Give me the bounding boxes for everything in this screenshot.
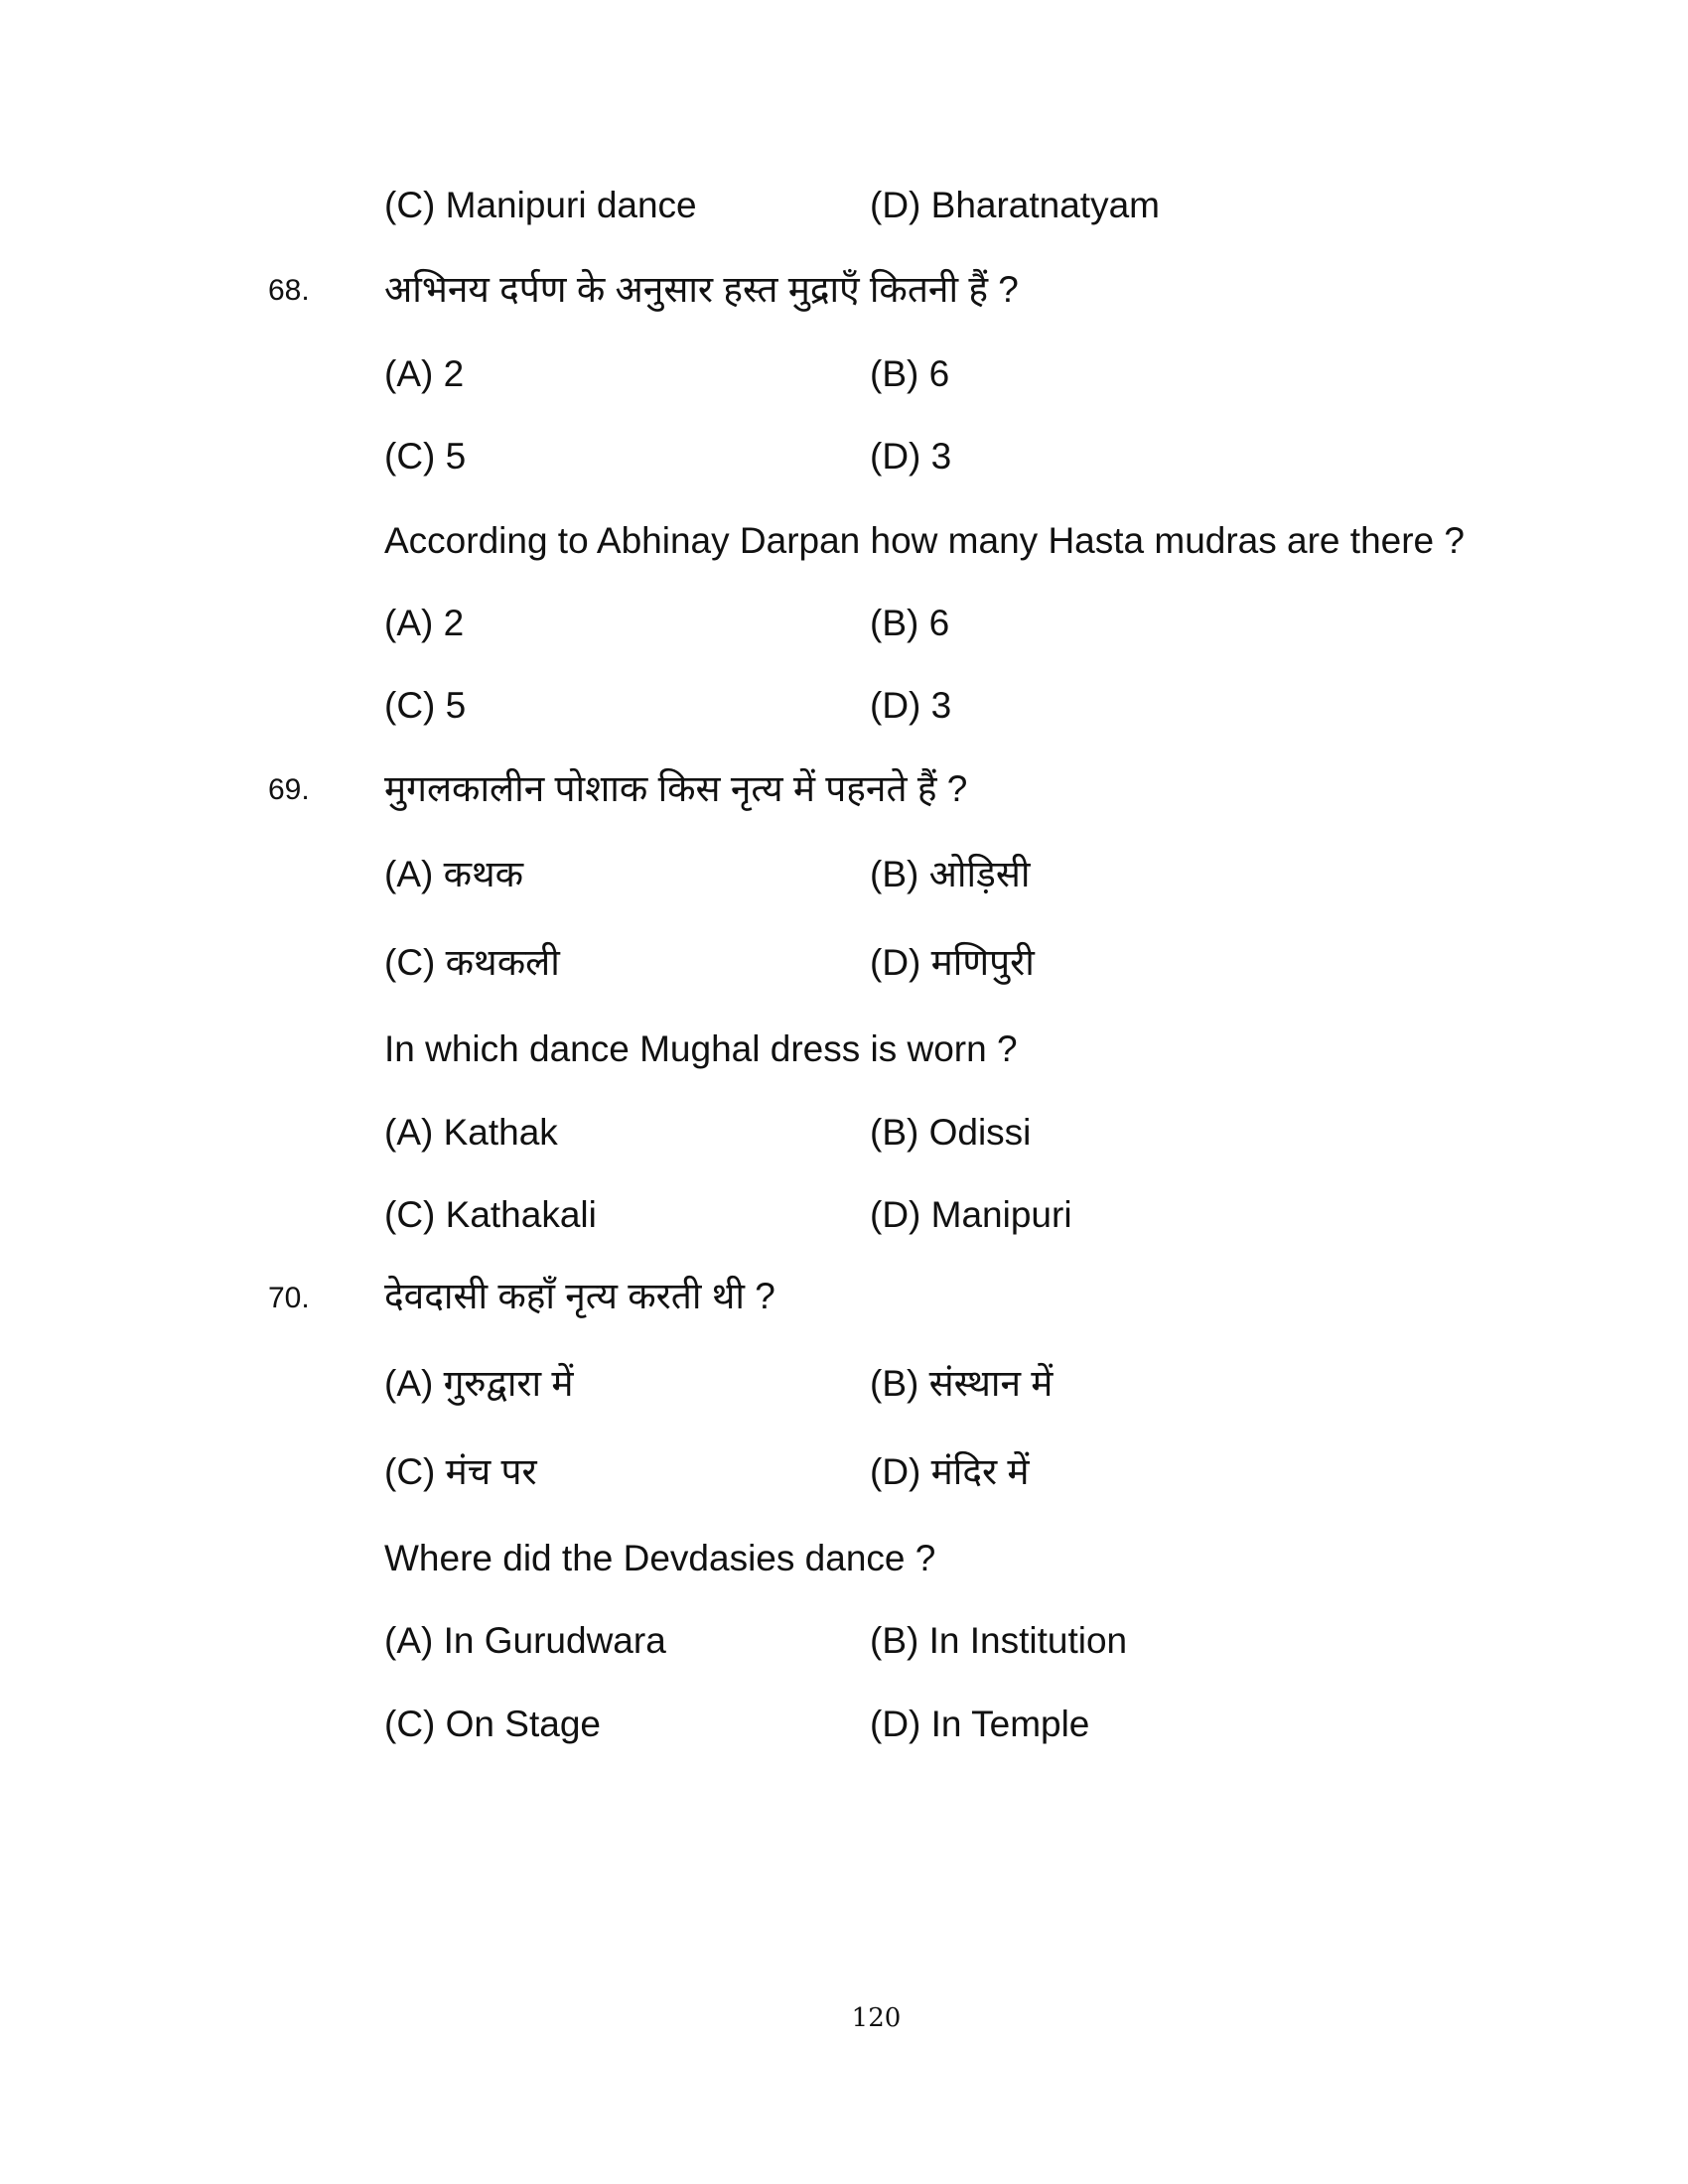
option-d: (D) मंदिर में (870, 1451, 1030, 1492)
option-b: (B) Odissi (870, 1112, 1032, 1153)
option-c: (C) Manipuri dance (384, 185, 697, 225)
option-b: (B) ओड़िसी (870, 854, 1031, 894)
option-b: (B) 6 (870, 353, 950, 394)
option-b: (B) संस्थान में (870, 1363, 1054, 1404)
option-c: (C) Kathakali (384, 1194, 597, 1235)
question-text-hindi: मुगलकालीन पोशाक किस नृत्य में पहनते हैं ? (384, 768, 968, 809)
question-number: 69. (268, 773, 310, 806)
question-text-english: According to Abhinay Darpan how many Hasta mudras are there ? (384, 520, 1465, 561)
question-number: 70. (268, 1282, 310, 1314)
option-a: (A) 2 (384, 603, 465, 643)
question-text-hindi: देवदासी कहाँ नृत्य करती थी ? (384, 1276, 775, 1316)
option-a: (A) In Gurudwara (384, 1620, 666, 1661)
option-b: (B) In Institution (870, 1620, 1128, 1661)
option-a: (A) 2 (384, 353, 465, 394)
question-text-hindi: अभिनय दर्पण के अनुसार हस्त मुद्राएँ कितनी हैं ? (384, 269, 1019, 310)
option-c: (C) 5 (384, 685, 467, 726)
question-text-english: Where did the Devdasies dance ? (384, 1538, 936, 1578)
option-b: (B) 6 (870, 603, 950, 643)
option-c: (C) 5 (384, 436, 467, 477)
option-c: (C) मंच पर (384, 1451, 537, 1492)
question-number: 68. (268, 274, 310, 307)
option-a: (A) गुरुद्वारा में (384, 1363, 574, 1404)
option-c: (C) कथकली (384, 942, 560, 983)
question-text-english: In which dance Mughal dress is worn ? (384, 1028, 1018, 1069)
option-a: (A) Kathak (384, 1112, 558, 1153)
option-d: (D) In Temple (870, 1704, 1090, 1744)
option-d: (D) 3 (870, 685, 952, 726)
option-d: (D) Bharatnatyam (870, 185, 1160, 225)
option-d: (D) मणिपुरी (870, 942, 1035, 983)
option-c: (C) On Stage (384, 1704, 601, 1744)
option-d: (D) Manipuri (870, 1194, 1072, 1235)
option-d: (D) 3 (870, 436, 952, 477)
page-number: 120 (851, 2003, 902, 2033)
option-a: (A) कथक (384, 854, 524, 894)
